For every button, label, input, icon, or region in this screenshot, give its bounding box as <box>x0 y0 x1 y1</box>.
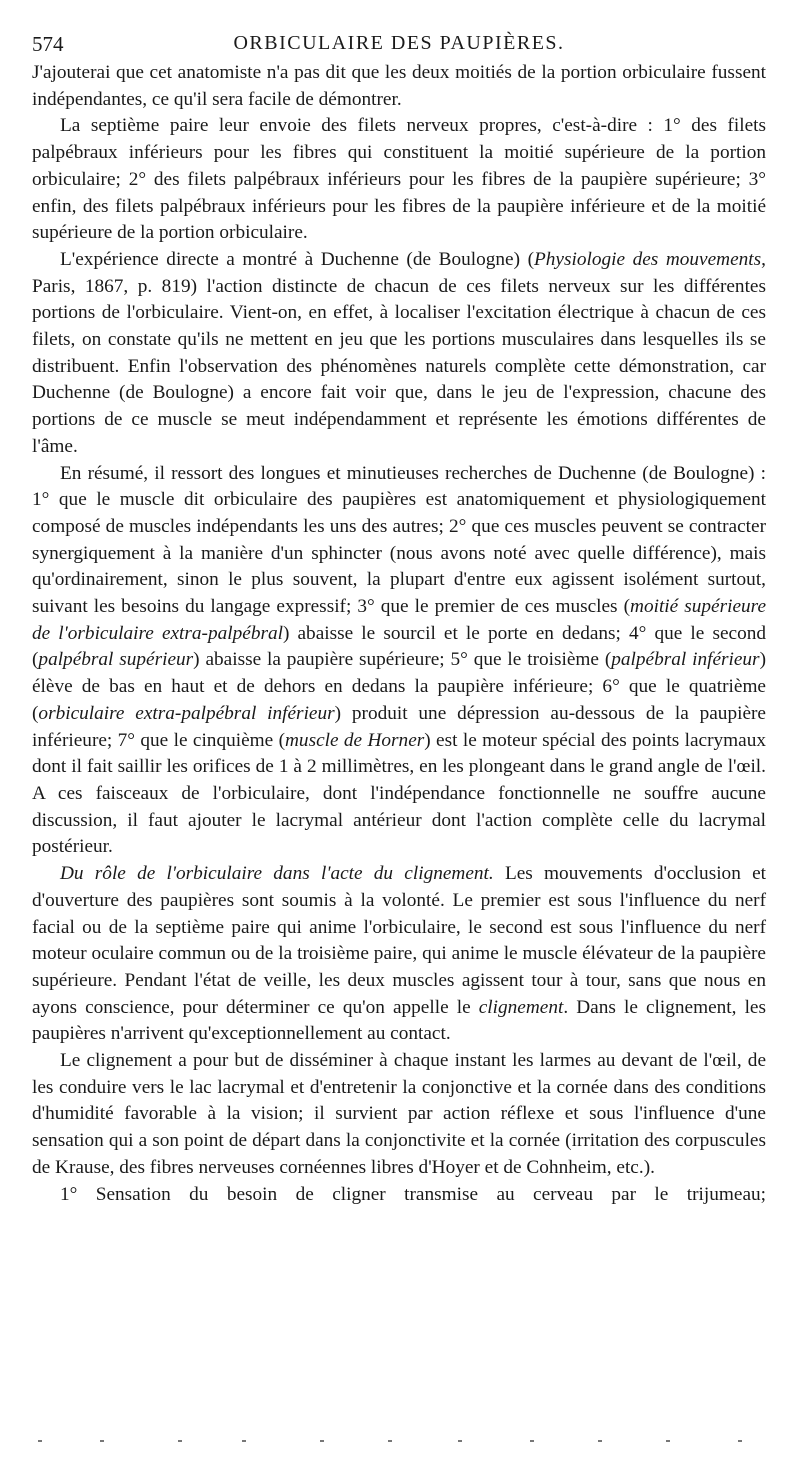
text-run: ) abaisse la paupière supérieure; 5° que le troisième ( <box>193 649 612 671</box>
italic-text: Du rôle de l'orbiculaire dans l'acte du clignement. <box>60 863 494 885</box>
paragraph <box>32 60 766 113</box>
text-run: J'ajouterai que cet anatomiste n'a pas dit que les deux moitiés de la portion orbiculaire fussent indépendantes, ce qu'il sera facile de démontrer. <box>32 62 766 110</box>
page-header <box>32 30 766 60</box>
italic-text: palpébral inférieur <box>611 649 760 671</box>
text-run: . Dans le clignement, les paupières n'arrivent qu'exceptionnellement au contact. <box>32 996 766 1045</box>
italic-text: Physiologie des mouvements <box>534 248 762 270</box>
text-run: ) produit une dépression au-dessous de la paupière inférieure; 7° que le cinquième ( <box>32 702 766 751</box>
paragraph <box>32 1182 766 1209</box>
text-run: ) abaisse le sourcil et le porte en dedans; 4° que le second ( <box>32 622 766 671</box>
body-text <box>32 60 766 1208</box>
text-run: ) est le moteur spécial des points lacrymaux dont il fait saillir les orifices de 1 à 2 millimètres, en les plongeant dans le grand angle de l'œil. A ces faisceaux de l'orbiculaire, dont l'indépendance fonctionnelle ne souffre aucune discussion, il faut ajouter le lacrymal antérieur dont l'action complète celle du lacrymal postérieur. <box>32 729 766 858</box>
italic-text: muscle de Horner <box>285 729 425 751</box>
footer-marks <box>38 1440 758 1444</box>
text-run: 1° Sensation du besoin de cligner transmise au cerveau par le trijumeau; <box>60 1183 766 1205</box>
page-number: 574 <box>32 32 64 56</box>
italic-text: orbiculaire extra-palpébral inférieur <box>38 702 335 724</box>
text-run: , Paris, 1867, p. 819) l'action distincte de chacun de ces filets nerveux sur les différentes portions de l'orbiculaire. Vient-on, en effet, à localiser l'excitation électrique à chacun de ces filets, on constate qu'ils ne mettent en jeu que les portions musculaires dans lesquelles ils se distribuent. Enfin l'observation des phénomènes naturels complète cette démonstration, car Duchenne (de Boulogne) a encore fait voir que, dans le jeu de l'expression, chacune des portions de ce muscle se meut indépendamment et représente les émotions différentes de l'âme. <box>32 248 766 457</box>
italic-text: moitié supérieure de l'orbiculaire extra-palpébral <box>32 596 767 644</box>
italic-text: clignement <box>478 996 564 1018</box>
book-page <box>32 30 766 1208</box>
paragraph <box>32 247 766 461</box>
paragraph <box>32 461 766 862</box>
italic-text: palpébral supérieur <box>38 649 194 671</box>
paragraph <box>32 113 766 247</box>
text-run: La septième paire leur envoie des filets nerveux propres, c'est-à-dire : 1° des filets palpébraux inférieurs pour les fibres qui constituent la moitié supérieure de la portion orbiculaire; 2° des filets palpébraux inférieurs pour les fibres de la paupière supérieure; 3° enfin, des filets palpébraux inférieurs pour les fibres de la paupière inférieure et de la moitié supérieure de la portion orbiculaire. <box>32 115 766 244</box>
text-run: L'expérience directe a montré à Duchenne (de Boulogne) ( <box>60 248 534 270</box>
text-run: Le clignement a pour but de disséminer à chaque instant les larmes au devant de l'œil, de les conduire vers le lac lacrymal et d'entretenir la conjonctive et la cornée dans des conditions d'humidité favorable à la vision; il survient par action réflexe et sous l'influence d'une sensation qui a son point de départ dans la conjonctivite et la cornée (irritation des corpuscules de Krause, des fibres nerveuses cornéennes libres d'Hoyer et de Cohnheim, etc.). <box>32 1050 766 1178</box>
text-run: Les mouvements d'occlusion et d'ouverture des paupières sont soumis à la volonté. Le premier est sous l'influence du nerf facial ou de la septième paire qui anime l'orbiculaire, le second est sous l'influence du nerf moteur oculaire commun ou de la troisième paire, qui anime le muscle élévateur de la paupière supérieure. Pendant l'état de veille, les deux muscles agissent tour à tour, sans que nous en ayons conscience, pour déterminer ce qu'on appelle le <box>32 863 766 1018</box>
paragraph <box>32 1048 766 1182</box>
running-head: ORBICULAIRE DES PAUPIÈRES. <box>233 32 565 54</box>
text-run: ) élève de bas en haut et de dehors en dedans la paupière inférieure; 6° que le quatrième ( <box>32 649 766 724</box>
text-run: En résumé, il ressort des longues et minutieuses recherches de Duchenne (de Boulogne) : 1° que le muscle dit orbiculaire des paupières est anatomiquement et physiologiquement composé de muscles indépendants les uns des autres; 2° que ces muscles peuvent se contracter synergiquement à la manière d'un sphincter (nous avons noté avec quelle différence), mais qu'ordinairement, sinon le plus souvent, la plupart d'entre eux agissent isolément surtout, suivant les besoins du langage expressif; 3° que le premier de ces muscles ( <box>32 462 766 618</box>
paragraph <box>32 861 766 1048</box>
